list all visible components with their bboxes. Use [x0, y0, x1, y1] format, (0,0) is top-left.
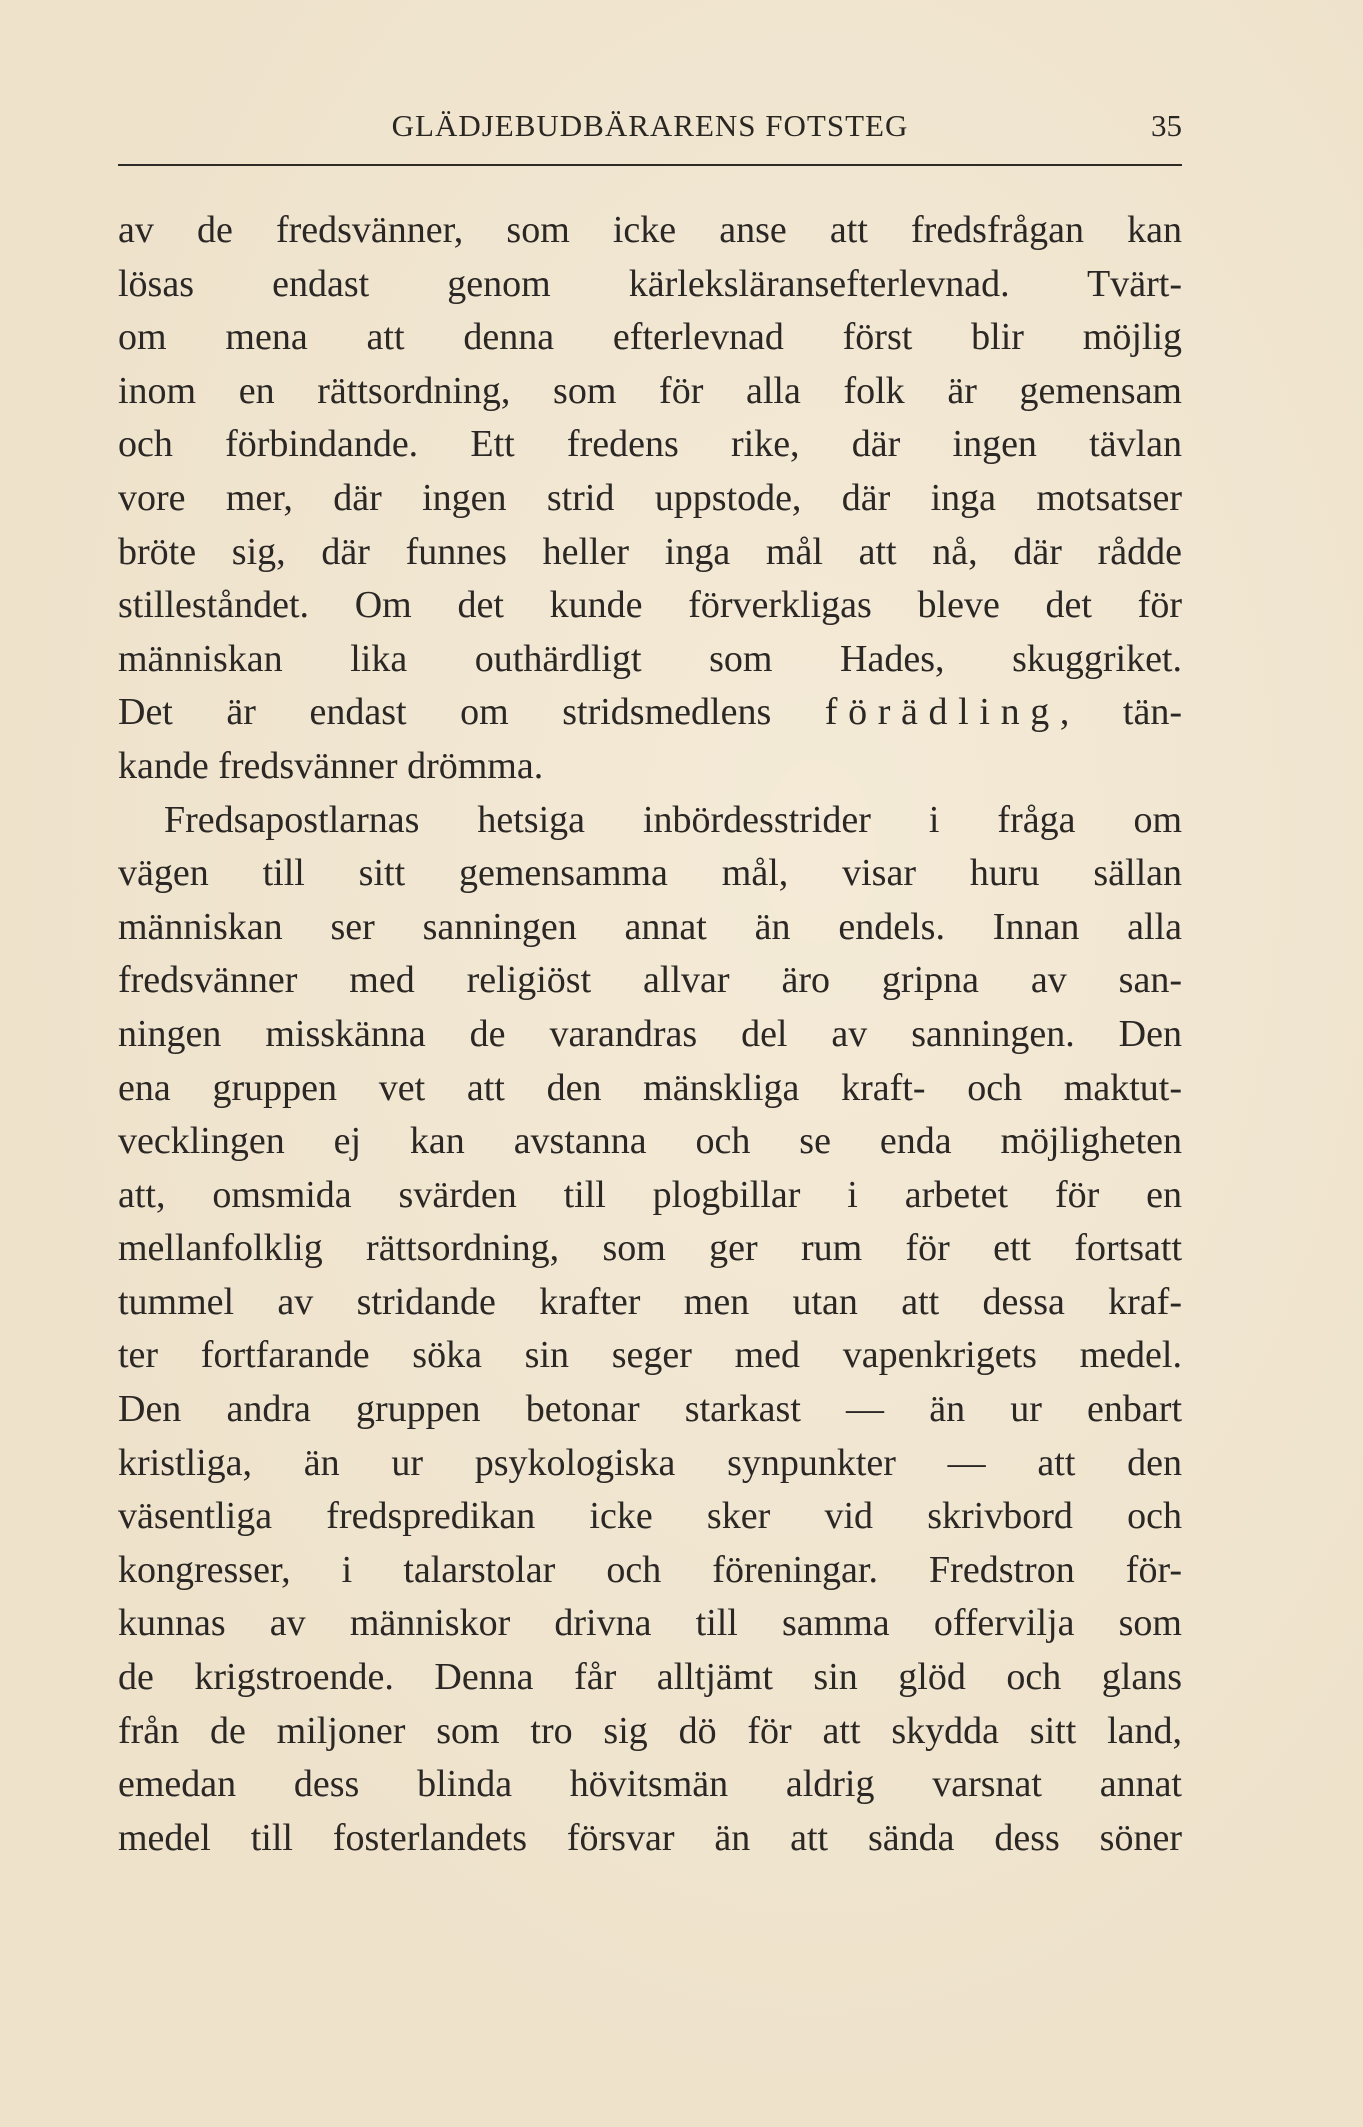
text-line: de krigstroende. Denna får alltjämt sin glöd och glans — [118, 1656, 1182, 1699]
emphasis-word: förädling — [824, 691, 1060, 734]
text-line: emedan dess blinda hövitsmän aldrig varsnat annat — [118, 1763, 1182, 1806]
text-line: och förbindande. Ett fredens rike, där ingen tävlan — [118, 423, 1182, 466]
text-line: människan ser sanningen annat än endels. Innan alla — [118, 905, 1182, 948]
text-line: att, omsmida svärden till plogbillar i arbetet för en — [118, 1173, 1182, 1216]
text-line: fredsvänner med religiöst allvar äro gripna av san- — [118, 959, 1182, 1002]
body-text — [118, 204, 1182, 1865]
text-line: medel till fosterlandets försvar än att sända dess söner — [118, 1816, 1182, 1859]
running-head — [118, 108, 1182, 148]
text-line: bröte sig, där funnes heller inga mål att nå, där rådde — [118, 530, 1182, 573]
line-text: Det är endast om stridsmedlens — [118, 691, 825, 734]
text-line: tummel av stridande krafter men utan att dessa kraf- — [118, 1280, 1182, 1323]
running-title: GLÄDJEBUDBÄRARENS FOTSTEG — [391, 108, 909, 143]
text-line: om mena att denna efterlevnad först blir möjlig — [118, 316, 1182, 359]
text-line: från de miljoner som tro sig dö för att skydda sitt land, — [118, 1709, 1182, 1752]
text-line: ena gruppen vet att den mänskliga kraft- och maktut- — [118, 1066, 1182, 1109]
page-number: 35 — [1151, 108, 1182, 143]
text-line-with-emphasis — [118, 686, 1182, 740]
text-line: lösas endast genom kärleksläransefterlevnad. Tvärt- — [118, 262, 1182, 305]
paragraph-1 — [118, 204, 1182, 794]
text-line: Fredsapostlarnas hetsiga inbördesstrider i fråga om — [164, 798, 1182, 841]
text-line: kongresser, i talarstolar och föreningar. Fredstron för- — [118, 1548, 1182, 1591]
text-line: Den andra gruppen betonar starkast — än ur enbart — [118, 1388, 1182, 1431]
text-line: ter fortfarande söka sin seger med vapenkrigets medel. — [118, 1334, 1182, 1377]
text-line: stilleståndet. Om det kunde förverkligas bleve det för — [118, 584, 1182, 627]
text-line: mellanfolklig rättsordning, som ger rum för ett fortsatt — [118, 1227, 1182, 1270]
header-rule — [118, 164, 1182, 166]
text-line: av de fredsvänner, som icke anse att fredsfrågan kan — [118, 209, 1182, 251]
text-line: vore mer, där ingen strid uppstode, där inga motsatser — [118, 476, 1182, 519]
text-line: vägen till sitt gemensamma mål, visar huru sällan — [118, 852, 1182, 895]
text-line: kristliga, än ur psykologiska synpunkter — att den — [118, 1441, 1182, 1484]
text-line: inom en rättsordning, som för alla folk är gemensam — [118, 369, 1182, 412]
paragraph-2 — [118, 794, 1182, 1866]
text-line: vecklingen ej kan avstanna och se enda möjligheten — [118, 1120, 1182, 1163]
text-line: kunnas av människor drivna till samma offervilja som — [118, 1602, 1182, 1645]
text-line: ningen misskänna de varandras del av sanningen. Den — [118, 1012, 1182, 1055]
text-line: kande fredsvänner drömma. — [118, 744, 544, 787]
text-line: väsentliga fredspredikan icke sker vid skrivbord och — [118, 1495, 1182, 1538]
line-text: , tän- — [1059, 691, 1182, 734]
text-line: människan lika outhärdligt som Hades, skuggriket. — [118, 637, 1182, 680]
